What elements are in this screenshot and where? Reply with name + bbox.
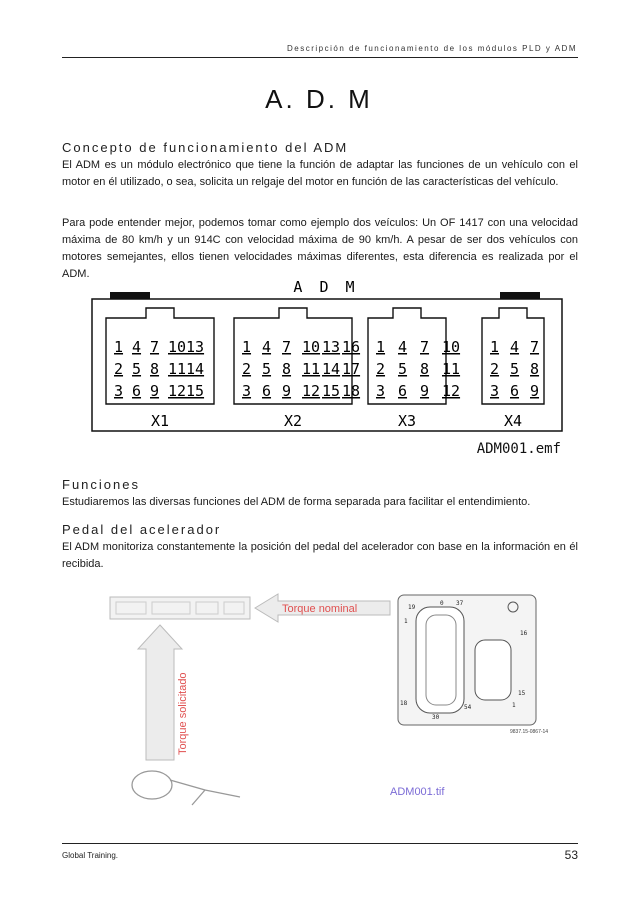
pin-label: 15 — [322, 382, 341, 400]
pin-label: 5 — [398, 360, 408, 378]
pin-label: 5 — [132, 360, 142, 378]
svg-text:54: 54 — [464, 704, 472, 711]
pin-label: 8 — [150, 360, 160, 378]
pin-label: 4 — [510, 338, 520, 356]
pin-label: 1 — [242, 338, 252, 356]
pin-label: 17 — [342, 360, 361, 378]
pin-label: 12 — [168, 382, 187, 400]
paragraph-funciones: Estudiaremos las diversas funciones del ADM de forma separada para facilitar el entendimiento. — [62, 496, 531, 508]
connector-label: X2 — [283, 412, 303, 430]
part-code: 9837.15-0867-14 — [510, 729, 549, 735]
pin-label: 6 — [132, 382, 142, 400]
svg-text:0: 0 — [440, 600, 444, 607]
pin-label: 15 — [186, 382, 205, 400]
pedal-sketch — [132, 771, 240, 805]
pin-label: 2 — [490, 360, 500, 378]
paragraph-concepto-2: Para pode entender mejor, podemos tomar como ejemplo dos veículos: Un OF 1417 con una velocidad máxima de 80 km/h y un 914C con velocidad máxima de 90 km/h. A pesar de ser dos vehículos con motores semejantes, ellos tienen velocidades máximas diferentes, esta diferencia es realizada por el ADM. — [62, 217, 578, 280]
pin-label: 12 — [442, 382, 461, 400]
paragraph-concepto-1: El ADM es un módulo electrónico que tiene la función de adaptar las funciones de un vehículo con el motor en él utilizado, o sea, solicita un relgaje del motor en función de las características del vehículo. — [62, 159, 578, 188]
pin-label: 4 — [398, 338, 408, 356]
footer-brand: Global Training. — [62, 851, 119, 860]
svg-text:37: 37 — [456, 600, 464, 607]
svg-text:30: 30 — [432, 714, 440, 721]
pin-label: 2 — [242, 360, 252, 378]
connector-label: X3 — [397, 412, 417, 430]
pin-label: 1 — [376, 338, 386, 356]
pin-label: 2 — [376, 360, 386, 378]
latch-right — [500, 292, 540, 299]
adm-photo-illustration — [100, 585, 549, 810]
pin-label: 1 — [490, 338, 500, 356]
pin-label: 7 — [150, 338, 160, 356]
torque-solicitado-arrow — [138, 625, 182, 760]
pin-label: 14 — [322, 360, 341, 378]
torque-solicitado-label: Torque solicitado — [177, 672, 189, 755]
pin-label: 11 — [168, 360, 187, 378]
header-rule — [62, 57, 578, 58]
paragraph-pedal: El ADM monitoriza constantemente la posición del pedal del acelerador con base en la información en él recibida. — [62, 541, 578, 570]
pin-label: 10 — [168, 338, 187, 356]
svg-text:1: 1 — [512, 702, 516, 709]
page-number: 53 — [564, 848, 578, 862]
pin-label: 6 — [398, 382, 408, 400]
torque-nominal-label: Torque nominal — [282, 603, 358, 615]
svg-text:15: 15 — [518, 690, 526, 697]
svg-text:18: 18 — [400, 700, 408, 707]
pin-label: 6 — [510, 382, 520, 400]
pin-label: 9 — [530, 382, 540, 400]
pin-label: 3 — [114, 382, 124, 400]
pin-label: 10 — [302, 338, 321, 356]
pin-label: 13 — [322, 338, 341, 356]
running-header: Descripción de funcionamiento de los módulos PLD y ADM — [287, 44, 577, 53]
diagram-title: A D M — [293, 278, 359, 296]
pin-label: 9 — [420, 382, 430, 400]
svg-text:1: 1 — [404, 618, 408, 625]
pin-label: 5 — [262, 360, 272, 378]
pin-label: 16 — [342, 338, 361, 356]
pin-label: 9 — [150, 382, 160, 400]
connector-label: X1 — [150, 412, 170, 430]
page-title: A. D. M — [265, 84, 373, 114]
latch-left — [110, 292, 150, 299]
adm-connector-diagram — [62, 276, 578, 461]
pin-label: 3 — [376, 382, 386, 400]
pin-label: 3 — [490, 382, 500, 400]
pin-label: 11 — [442, 360, 461, 378]
svg-text:19: 19 — [408, 604, 416, 611]
pin-label: 13 — [186, 338, 205, 356]
pin-label: 7 — [530, 338, 540, 356]
pin-label: 18 — [342, 382, 361, 400]
diagram-filename: ADM001.emf — [476, 441, 561, 457]
pin-label: 3 — [242, 382, 252, 400]
photo-filename: ADM001.tif — [390, 786, 445, 798]
pin-label: 10 — [442, 338, 461, 356]
section-heading-pedal: Pedal del acelerador — [62, 522, 222, 537]
pin-label: 11 — [302, 360, 321, 378]
footer-rule — [62, 843, 578, 844]
pin-label: 2 — [114, 360, 124, 378]
pin-label: 1 — [114, 338, 124, 356]
pin-label: 14 — [186, 360, 205, 378]
pin-label: 9 — [282, 382, 292, 400]
pin-label: 4 — [132, 338, 142, 356]
pin-label: 7 — [282, 338, 292, 356]
pin-label: 7 — [420, 338, 430, 356]
pin-label: 4 — [262, 338, 272, 356]
section-heading-funciones: Funciones — [62, 477, 140, 492]
pin-label: 8 — [282, 360, 292, 378]
pin-label: 6 — [262, 382, 272, 400]
svg-text:16: 16 — [520, 630, 528, 637]
pin-label: 8 — [530, 360, 540, 378]
section-heading-concepto: Concepto de funcionamiento del ADM — [62, 140, 349, 155]
pin-label: 5 — [510, 360, 520, 378]
pin-label: 12 — [302, 382, 321, 400]
connector-strip-image — [110, 597, 250, 619]
connector-label: X4 — [503, 412, 523, 430]
pin-label: 8 — [420, 360, 430, 378]
